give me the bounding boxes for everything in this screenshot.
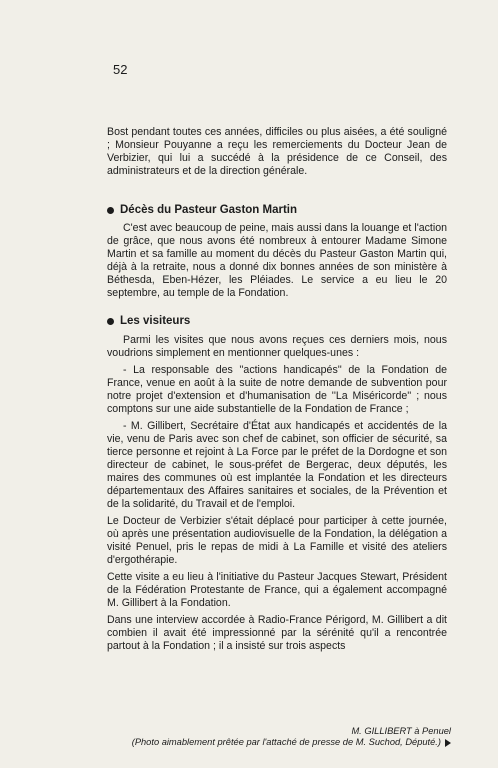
- section-heading-deces: [107, 204, 297, 216]
- section-heading-visiteurs: [107, 315, 190, 327]
- intro-text: Bost pendant toutes ces années, difficiles ou plus aisées, a été souligné ; Monsieur Pouyanne a reçu les remerciements du Docteur Jean de Verbizier, qui lui a succédé à la présidence de ce Conseil, des administrateurs et de la direction générale.: [107, 126, 447, 177]
- deces-paragraph: C'est avec beaucoup de peine, mais aussi dans la louange et l'action de grâce, que nous avons été nombreux à entourer Madame Simone Martin et sa famille au moment du décès du Pasteur Gaston Martin qui, déjà à la retraite, nous a donné dix bonnes années de son ministère à Béthesda, Eben-Hézer, les Pléiades. Le service a eu lieu le 20 septembre, au temple de la Fondation.: [107, 222, 447, 299]
- visiteurs-paragraph-5: Cette visite a eu lieu à l'initiative du Pasteur Jacques Stewart, Président de la Fédération Protestante de France, qui a également accompagné M. Gillibert à la Fondation.: [107, 571, 447, 609]
- photo-caption: [111, 726, 451, 748]
- visiteurs-paragraph-3: - M. Gillibert, Secrétaire d'État aux handicapés et accidentés de la vie, venu de Paris avec son chef de cabinet, son officier de sécurité, sa tierce personne et rejoint à La Force par le préfet de la Dordogne et son directeur de cabinet, le sous-préfet de Bergerac, deux députés, les maires des communes où est implantée la Fondation et les directeurs départementaux des Affaires sanitaires et sociales, de la Prévention et de la solidarité, du Travail et de l'emploi.: [107, 420, 447, 510]
- section-heading-text: Décès du Pasteur Gaston Martin: [120, 204, 298, 216]
- visiteurs-paragraph-4: Le Docteur de Verbizier s'était déplacé pour participer à cette journée, où après une présentation audiovisuelle de la Fondation, la délégation a visité Penuel, pris le repas de midi à La Famille et visité des ateliers d'ergothérapie.: [107, 515, 447, 566]
- bullet-icon: [107, 207, 114, 214]
- caption-credit-text: (Photo aimablement prêtée par l'attaché de presse de M. Suchod, Député.): [131, 737, 441, 747]
- visiteurs-paragraph-2: - La responsable des ''actions handicapés'' de la Fondation de France, venue en août à la suite de notre demande de subvention pour notre projet d'extension et d'humanisation de ''La Miséricorde'' ; nous comptons sur une aide substantielle de la Fondation de France ;: [107, 364, 447, 415]
- caption-credit: [111, 737, 451, 748]
- section-body-deces: [107, 222, 447, 300]
- arrow-right-icon: [445, 739, 451, 747]
- visiteurs-paragraph-6: Dans une interview accordée à Radio-France Périgord, M. Gillibert a dit combien il avait été impressionné par la sérénité qu'il a rencontrée partout à la Fondation ; il a insisté sur trois aspects: [107, 614, 447, 652]
- bullet-icon: [107, 318, 114, 325]
- page-number: 52: [113, 62, 128, 77]
- section-heading-text: Les visiteurs: [120, 315, 191, 327]
- visiteurs-paragraph-1: Parmi les visites que nous avons reçues ces derniers mois, nous voudrions simplement en mentionner quelques-unes :: [107, 334, 447, 359]
- intro-paragraph: [107, 126, 447, 178]
- caption-title: M. GILLIBERT à Penuel: [351, 726, 451, 736]
- section-body-visiteurs: [107, 334, 447, 653]
